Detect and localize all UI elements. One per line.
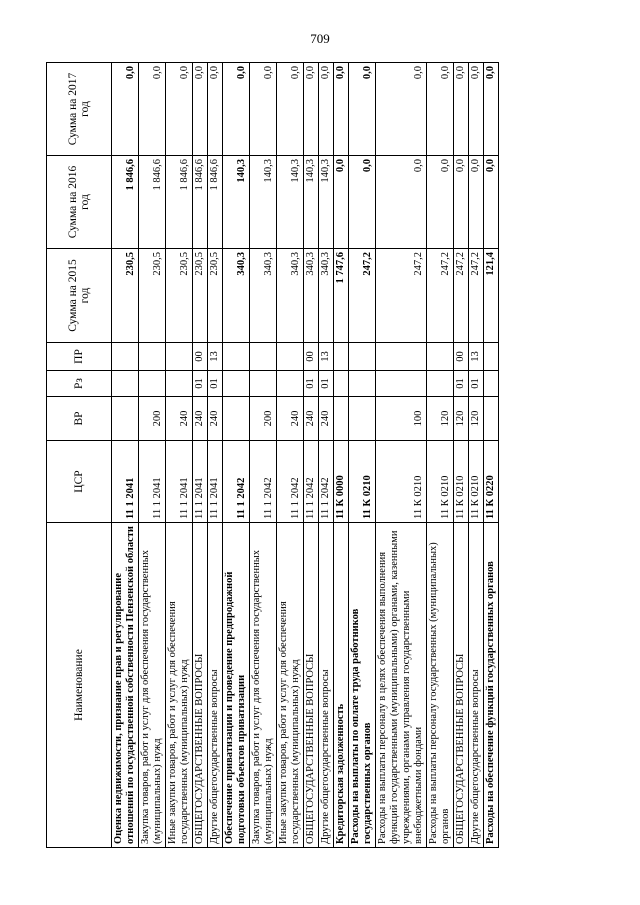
cell-pr: 00	[304, 343, 319, 371]
cell-sum-2015: 340,3	[223, 249, 250, 343]
cell-sum-2017: 0,0	[223, 63, 250, 156]
cell-csr: 11 1 2041	[166, 441, 193, 523]
cell-sum-2015: 247,2	[376, 249, 427, 343]
cell-name: Иные закупки товаров, работ и услуг для обеспечения государственных (муниципальных) нужд	[277, 523, 304, 848]
cell-pr	[334, 343, 349, 371]
cell-pr: 00	[193, 343, 208, 371]
cell-name: Иные закупки товаров, работ и услуг для обеспечения государственных (муниципальных) нужд	[166, 523, 193, 848]
cell-vr	[112, 397, 139, 441]
header-sum-2017: Сумма на 2017 год	[47, 63, 112, 156]
cell-sum-2016: 0,0	[484, 156, 499, 249]
cell-sum-2016: 1 846,6	[193, 156, 208, 249]
budget-table	[46, 62, 499, 848]
cell-rz: 01	[208, 371, 223, 397]
cell-pr	[166, 343, 193, 371]
cell-sum-2015: 121,4	[484, 249, 499, 343]
cell-vr: 200	[139, 397, 166, 441]
cell-csr: 11 1 2042	[319, 441, 334, 523]
cell-name: Закупка товаров, работ и услуг для обеспечения государственных (муниципальных) нужд	[139, 523, 166, 848]
rotated-table-container	[46, 63, 601, 848]
table-row	[469, 63, 484, 848]
cell-csr: 11 К 0000	[334, 441, 349, 523]
cell-name: Расходы на выплаты по оплате труда работников государственных органов	[349, 523, 376, 848]
cell-rz	[334, 371, 349, 397]
cell-csr: 11 1 2042	[250, 441, 277, 523]
cell-rz: 01	[469, 371, 484, 397]
header-rz: Рз	[47, 371, 112, 397]
cell-rz: 01	[454, 371, 469, 397]
cell-sum-2016: 140,3	[304, 156, 319, 249]
cell-sum-2015: 340,3	[304, 249, 319, 343]
cell-sum-2017: 0,0	[319, 63, 334, 156]
page-number: 709	[310, 31, 330, 46]
cell-rz: 01	[304, 371, 319, 397]
table-row	[250, 63, 277, 848]
table-row	[166, 63, 193, 848]
table-row	[304, 63, 319, 848]
cell-sum-2015: 247,2	[469, 249, 484, 343]
cell-pr	[484, 343, 499, 371]
cell-sum-2016: 0,0	[469, 156, 484, 249]
table-row	[277, 63, 304, 848]
table-row	[208, 63, 223, 848]
table-header-row	[47, 63, 112, 848]
cell-pr	[376, 343, 427, 371]
cell-sum-2015: 230,5	[139, 249, 166, 343]
cell-sum-2016: 140,3	[319, 156, 334, 249]
cell-sum-2017: 0,0	[250, 63, 277, 156]
cell-sum-2016: 0,0	[349, 156, 376, 249]
cell-sum-2017: 0,0	[193, 63, 208, 156]
cell-sum-2017: 0,0	[376, 63, 427, 156]
cell-sum-2017: 0,0	[304, 63, 319, 156]
cell-sum-2015: 230,5	[193, 249, 208, 343]
cell-sum-2017: 0,0	[469, 63, 484, 156]
cell-rz	[484, 371, 499, 397]
cell-rz	[349, 371, 376, 397]
table-row	[319, 63, 334, 848]
cell-pr	[112, 343, 139, 371]
cell-pr: 00	[454, 343, 469, 371]
cell-sum-2016: 1 846,6	[208, 156, 223, 249]
cell-sum-2016: 140,3	[223, 156, 250, 249]
cell-sum-2015: 247,2	[454, 249, 469, 343]
table-row	[349, 63, 376, 848]
cell-vr: 120	[454, 397, 469, 441]
cell-sum-2017: 0,0	[277, 63, 304, 156]
cell-sum-2015: 340,3	[319, 249, 334, 343]
cell-csr: 11 1 2041	[139, 441, 166, 523]
cell-name: Другие общегосударственные вопросы	[208, 523, 223, 848]
cell-csr: 11 К 0210	[349, 441, 376, 523]
cell-sum-2017: 0,0	[349, 63, 376, 156]
cell-pr	[139, 343, 166, 371]
cell-sum-2015: 247,2	[349, 249, 376, 343]
cell-sum-2016: 0,0	[376, 156, 427, 249]
cell-sum-2017: 0,0	[484, 63, 499, 156]
cell-csr: 11 1 2042	[304, 441, 319, 523]
cell-name: Другие общегосударственные вопросы	[319, 523, 334, 848]
cell-name: Обеспечение приватизации и проведение предпродажной подготовки объектов приватизации	[223, 523, 250, 848]
cell-sum-2015: 1 747,6	[334, 249, 349, 343]
cell-sum-2017: 0,0	[427, 63, 454, 156]
cell-csr: 11 1 2041	[112, 441, 139, 523]
cell-csr: 11 1 2042	[223, 441, 250, 523]
cell-vr: 240	[166, 397, 193, 441]
table-row	[427, 63, 454, 848]
cell-rz	[112, 371, 139, 397]
table-row	[376, 63, 427, 848]
cell-pr	[250, 343, 277, 371]
cell-name: Расходы на обеспечение функций государственных органов	[484, 523, 499, 848]
cell-sum-2015: 340,3	[277, 249, 304, 343]
cell-name: Кредиторская задолженность	[334, 523, 349, 848]
cell-vr: 240	[319, 397, 334, 441]
table-row	[334, 63, 349, 848]
cell-sum-2016: 1 846,6	[112, 156, 139, 249]
cell-name: Расходы на выплаты персоналу государственных (муниципальных) органов	[427, 523, 454, 848]
cell-pr	[223, 343, 250, 371]
cell-name: ОБЩЕГОСУДАРСТВЕННЫЕ ВОПРОСЫ	[454, 523, 469, 848]
cell-vr: 120	[469, 397, 484, 441]
cell-vr: 240	[208, 397, 223, 441]
cell-sum-2016: 1 846,6	[166, 156, 193, 249]
cell-sum-2015: 230,5	[166, 249, 193, 343]
cell-sum-2015: 230,5	[112, 249, 139, 343]
cell-vr: 100	[376, 397, 427, 441]
cell-csr: 11 1 2041	[208, 441, 223, 523]
cell-sum-2017: 0,0	[208, 63, 223, 156]
cell-sum-2017: 0,0	[334, 63, 349, 156]
table-row	[139, 63, 166, 848]
header-vr: ВР	[47, 397, 112, 441]
cell-sum-2015: 247,2	[427, 249, 454, 343]
cell-name: ОБЩЕГОСУДАРСТВЕННЫЕ ВОПРОСЫ	[193, 523, 208, 848]
cell-csr: 11 К 0220	[484, 441, 499, 523]
cell-csr: 11 1 2042	[277, 441, 304, 523]
table-body	[112, 63, 499, 848]
cell-vr	[484, 397, 499, 441]
cell-sum-2016: 140,3	[250, 156, 277, 249]
cell-sum-2015: 340,3	[250, 249, 277, 343]
cell-vr: 120	[427, 397, 454, 441]
table-row	[484, 63, 499, 848]
cell-csr: 11 К 0210	[376, 441, 427, 523]
cell-sum-2016: 0,0	[334, 156, 349, 249]
cell-rz	[427, 371, 454, 397]
cell-csr: 11 1 2041	[193, 441, 208, 523]
cell-rz	[250, 371, 277, 397]
cell-rz: 01	[319, 371, 334, 397]
cell-sum-2017: 0,0	[112, 63, 139, 156]
cell-vr	[334, 397, 349, 441]
cell-pr	[277, 343, 304, 371]
cell-sum-2017: 0,0	[139, 63, 166, 156]
cell-sum-2016: 1 846,6	[139, 156, 166, 249]
cell-csr: 11 К 0210	[469, 441, 484, 523]
header-sum-2016: Сумма на 2016 год	[47, 156, 112, 249]
cell-rz	[166, 371, 193, 397]
cell-sum-2017: 0,0	[166, 63, 193, 156]
cell-vr: 200	[250, 397, 277, 441]
table-row	[112, 63, 139, 848]
cell-vr: 240	[304, 397, 319, 441]
cell-csr: 11 К 0210	[454, 441, 469, 523]
cell-rz	[277, 371, 304, 397]
cell-sum-2016: 0,0	[454, 156, 469, 249]
cell-name: Расходы на выплаты персоналу в целях обеспечения выполнения функций государственными (муниципальными) органами, казенными учреждениями, органами управления государственными внебюджетными фондами	[376, 523, 427, 848]
cell-rz: 01	[193, 371, 208, 397]
cell-name: Оценка недвижимости, признание прав и регулирование отношений по государственной собственности Пензенской области	[112, 523, 139, 848]
table-row	[454, 63, 469, 848]
cell-name: ОБЩЕГОСУДАРСТВЕННЫЕ ВОПРОСЫ	[304, 523, 319, 848]
header-csr: ЦСР	[47, 441, 112, 523]
header-sum-2015: Сумма на 2015 год	[47, 249, 112, 343]
cell-sum-2017: 0,0	[454, 63, 469, 156]
cell-pr: 13	[208, 343, 223, 371]
cell-name: Другие общегосударственные вопросы	[469, 523, 484, 848]
header-pr: ПР	[47, 343, 112, 371]
cell-vr	[223, 397, 250, 441]
cell-sum-2016: 0,0	[427, 156, 454, 249]
cell-pr: 13	[319, 343, 334, 371]
cell-rz	[223, 371, 250, 397]
cell-vr: 240	[277, 397, 304, 441]
cell-pr: 13	[469, 343, 484, 371]
cell-rz	[376, 371, 427, 397]
cell-sum-2015: 230,5	[208, 249, 223, 343]
cell-vr: 240	[193, 397, 208, 441]
cell-rz	[139, 371, 166, 397]
cell-pr	[349, 343, 376, 371]
cell-sum-2016: 140,3	[277, 156, 304, 249]
cell-name: Закупка товаров, работ и услуг для обеспечения государственных (муниципальных) нужд	[250, 523, 277, 848]
table-row	[223, 63, 250, 848]
table-row	[193, 63, 208, 848]
cell-vr	[349, 397, 376, 441]
header-name: Наименование	[47, 523, 112, 848]
cell-csr: 11 К 0210	[427, 441, 454, 523]
cell-pr	[427, 343, 454, 371]
